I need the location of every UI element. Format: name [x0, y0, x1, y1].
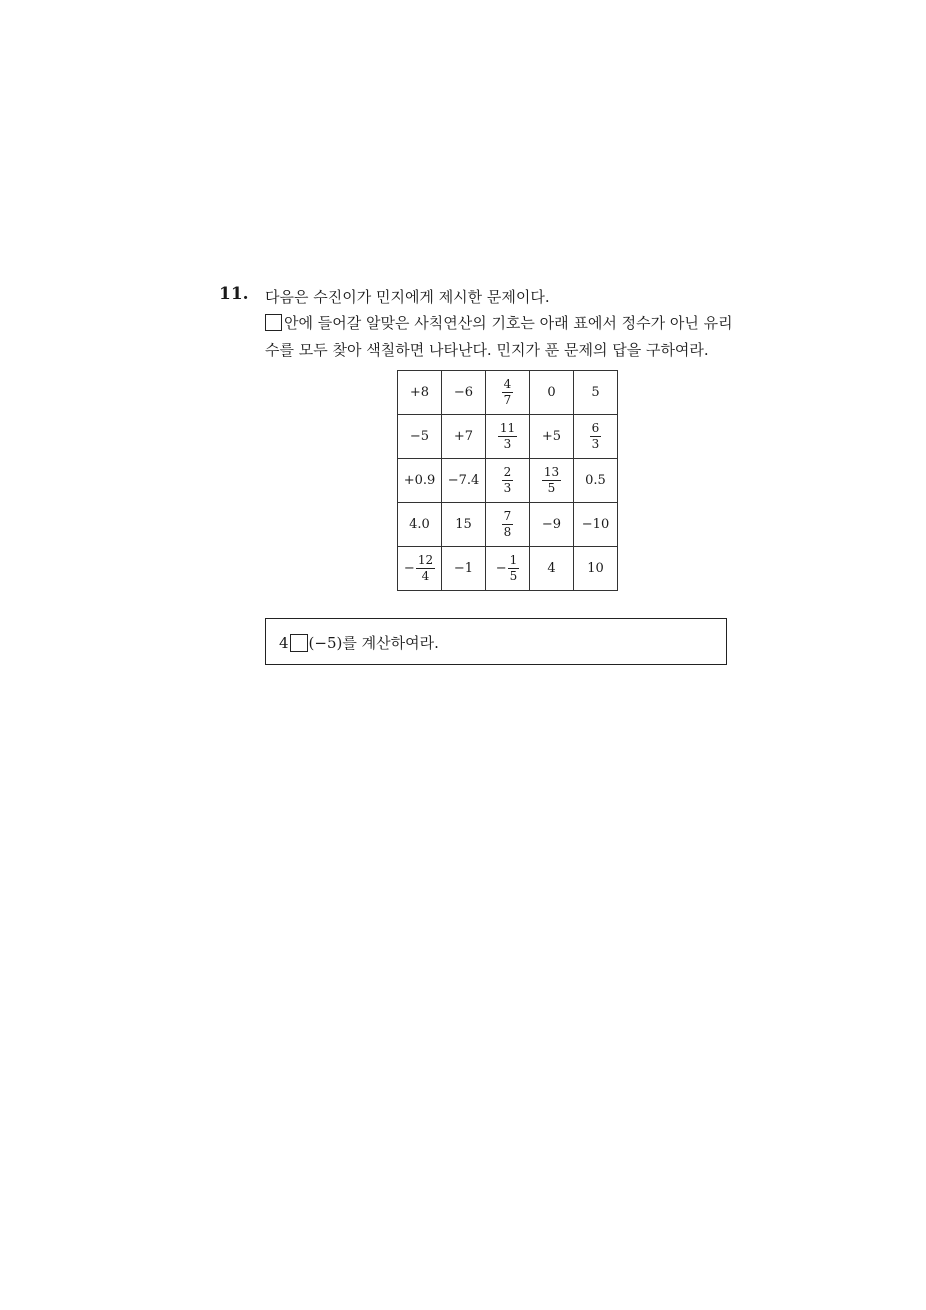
- operator-blank-box: [290, 634, 308, 652]
- grid-cell: [530, 415, 574, 459]
- grid-cell: [486, 371, 530, 415]
- grid-cell: [530, 371, 574, 415]
- fraction-denominator: 3: [503, 481, 512, 495]
- grid-row: [398, 503, 618, 547]
- cell-value: +7: [453, 429, 474, 444]
- grid-cell: [442, 459, 486, 503]
- cell-value: +8: [409, 385, 430, 400]
- grid-cell: [486, 503, 530, 547]
- cell-value: 4.0: [409, 517, 430, 532]
- fraction-numerator: 11: [499, 421, 516, 436]
- grid-cell: [574, 547, 618, 591]
- grid-row: [398, 459, 618, 503]
- grid-cell: [530, 459, 574, 503]
- fraction: [508, 554, 520, 582]
- grid-cell: [442, 415, 486, 459]
- grid-cell: [530, 503, 574, 547]
- fraction: [590, 422, 602, 450]
- grid-cell: [574, 503, 618, 547]
- grid-cell: [574, 459, 618, 503]
- cell-value: 0.5: [585, 473, 606, 488]
- cell-value: −6: [453, 385, 474, 400]
- blank-box: [265, 314, 282, 331]
- cell-value: 15: [455, 517, 472, 532]
- problem-line-2: [265, 312, 733, 333]
- fraction: [416, 554, 435, 582]
- grid-cell: [442, 547, 486, 591]
- fraction-denominator: 4: [421, 569, 430, 583]
- fraction: [502, 466, 514, 494]
- cell-value: −5: [409, 429, 430, 444]
- grid-cell: [442, 503, 486, 547]
- fraction-sign: −: [495, 561, 507, 576]
- cell-value: 4: [547, 561, 556, 576]
- problem-box: [265, 618, 727, 665]
- grid-row: [398, 415, 618, 459]
- fraction: [502, 378, 514, 406]
- grid-cell: [486, 547, 530, 591]
- fraction: [502, 510, 514, 538]
- grid-cell: [398, 503, 442, 547]
- expression: [279, 632, 439, 653]
- cell-value: −9: [541, 517, 562, 532]
- fraction-denominator: 3: [591, 437, 600, 451]
- cell-value: −7.4: [447, 473, 480, 488]
- fraction-numerator: 1: [509, 553, 518, 568]
- grid-cell: [574, 371, 618, 415]
- fraction-denominator: 7: [503, 393, 512, 407]
- fraction-denominator: 8: [503, 525, 512, 539]
- cell-value: −1: [453, 561, 474, 576]
- grid-cell: [574, 415, 618, 459]
- grid-row: [398, 547, 618, 591]
- grid-cell: [486, 459, 530, 503]
- problem-line-3: 수를 모두 찾아 색칠하면 나타난다. 민지가 푼 문제의 답을 구하여라.: [265, 341, 709, 359]
- fraction: [498, 422, 517, 450]
- problem-line-1: 다음은 수진이가 민지에게 제시한 문제이다.: [265, 288, 550, 306]
- cell-value: 10: [587, 561, 604, 576]
- grid-cell: [398, 459, 442, 503]
- number-grid: [397, 370, 618, 591]
- problem-number: 11.: [219, 284, 249, 304]
- fraction-denominator: 5: [509, 569, 518, 583]
- grid-cell: [398, 415, 442, 459]
- fraction: [542, 466, 561, 494]
- grid-cell: [530, 547, 574, 591]
- cell-value: +5: [541, 429, 562, 444]
- fraction-numerator: 13: [543, 465, 560, 480]
- grid-cell: [486, 415, 530, 459]
- problem-line-2-text: 안에 들어갈 알맞은 사칙연산의 기호는 아래 표에서 정수가 아닌 유리: [284, 314, 733, 332]
- grid-cell: [398, 547, 442, 591]
- fraction-numerator: 6: [591, 421, 600, 436]
- fraction-numerator: 2: [503, 465, 512, 480]
- cell-value: 5: [591, 385, 600, 400]
- fraction-numerator: 4: [503, 377, 512, 392]
- fraction-sign: −: [403, 561, 415, 576]
- fraction-denominator: 3: [503, 437, 512, 451]
- expression-left: 4: [279, 634, 289, 652]
- expression-right: (−5)를 계산하여라.: [308, 634, 439, 652]
- cell-value: 0: [547, 385, 556, 400]
- grid-cell: [398, 371, 442, 415]
- grid-row: [398, 371, 618, 415]
- fraction-numerator: 7: [503, 509, 512, 524]
- cell-value: −10: [581, 517, 610, 532]
- fraction-denominator: 5: [547, 481, 556, 495]
- fraction-numerator: 12: [417, 553, 434, 568]
- grid-cell: [442, 371, 486, 415]
- cell-value: +0.9: [403, 473, 436, 488]
